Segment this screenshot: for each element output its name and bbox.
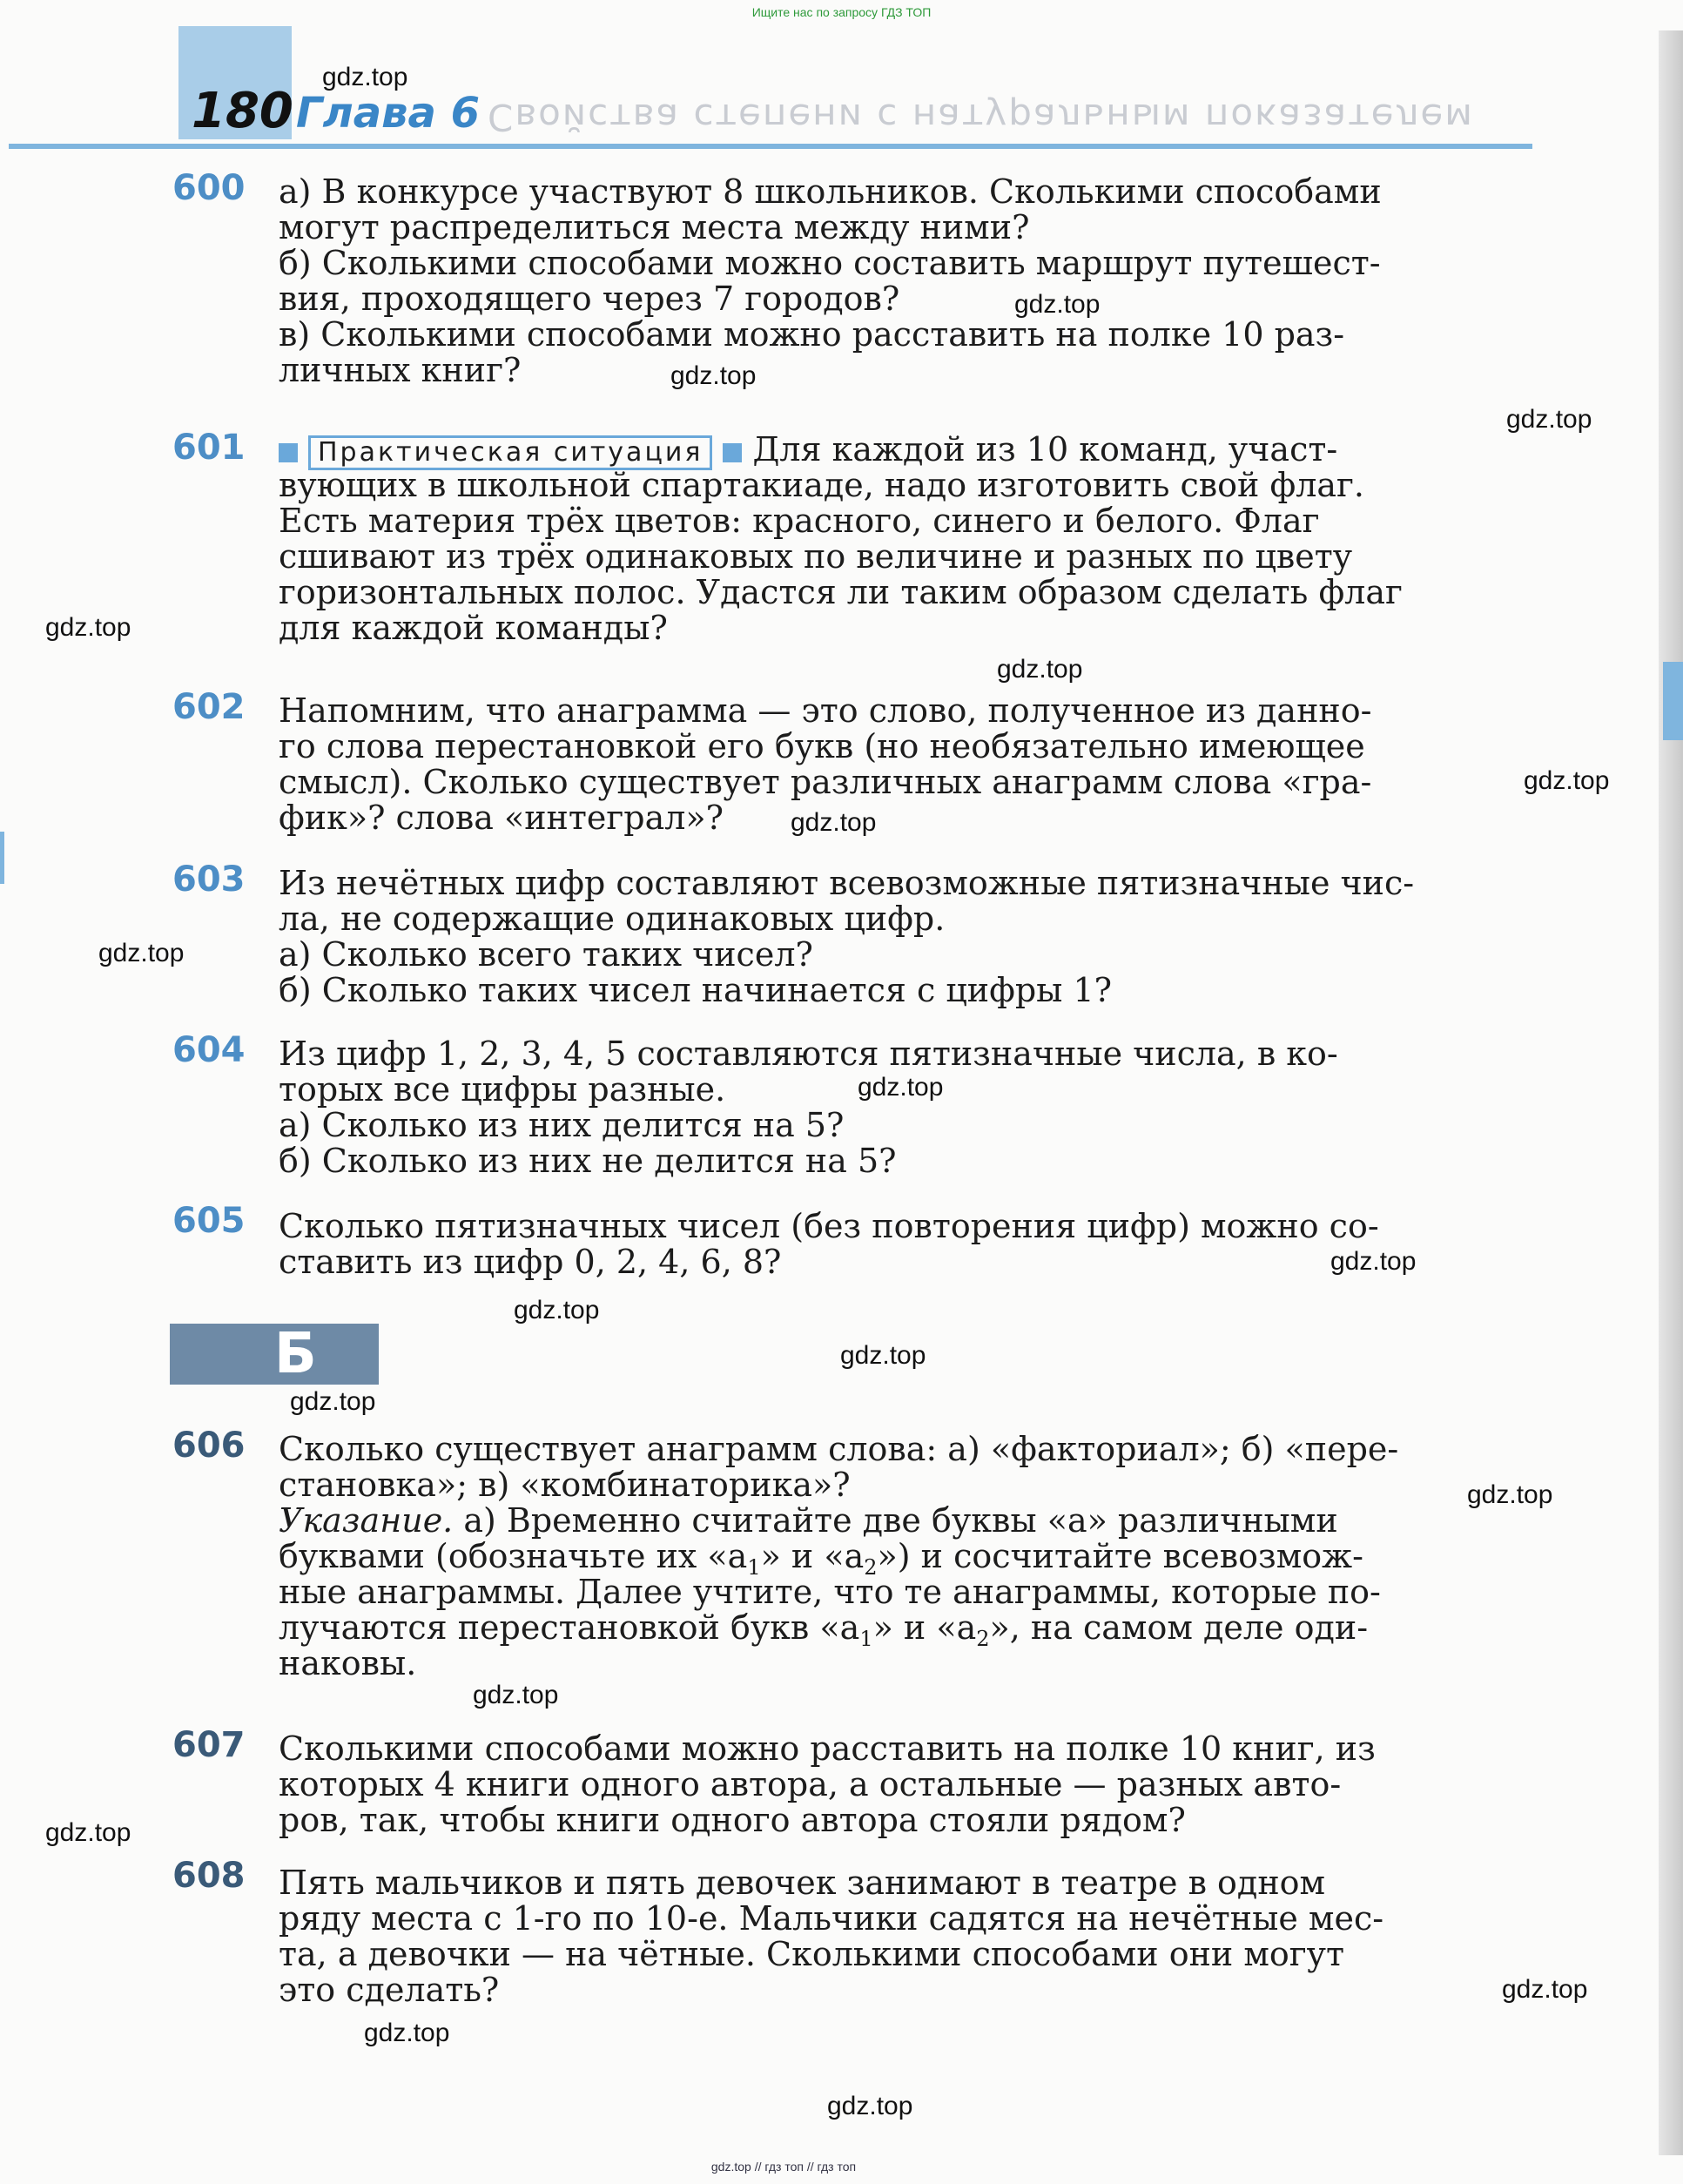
problem-604 — [279, 1036, 1532, 1179]
problem-608 — [279, 1865, 1532, 2008]
text-line: та, а девочки — на чётные. Сколькими способами они могут — [279, 1935, 1345, 1973]
text-line: смысл). Сколько существует различных анаграмм слова «гра- — [279, 763, 1372, 801]
text-line: могут распределиться места между ними? — [279, 208, 1030, 246]
text-line: Пять мальчиков и пять девочек занимают в театре в одном — [279, 1864, 1326, 1902]
watermark: gdz.top — [791, 808, 877, 837]
text-line — [279, 1608, 1532, 1651]
hint-label: Указание. — [279, 1501, 454, 1540]
watermark: gdz.top — [997, 655, 1083, 684]
chapter-title: Глава 6 — [296, 89, 481, 138]
text-line: Есть материя трёх цветов: красного, синего и белого. Флаг — [279, 502, 1320, 540]
text-fragment: ») и сосчитайте всевозмож- — [877, 1537, 1363, 1575]
text-fragment: » и «а — [760, 1537, 865, 1575]
left-edge-mark — [0, 832, 4, 884]
watermark: gdz.top — [322, 63, 408, 91]
watermark: gdz.top — [1524, 766, 1610, 795]
text-line: го слова перестановкой его букв (но необязательно имеющее — [279, 727, 1365, 765]
square-marker-icon — [723, 443, 742, 462]
problem-number: 603 — [172, 859, 246, 900]
watermark: gdz.top — [290, 1387, 376, 1416]
text-line: наковы. — [279, 1644, 417, 1682]
text-fragment: » и «а — [872, 1608, 977, 1647]
text-line: в) Сколькими способами можно расставить на полке 10 раз- — [279, 315, 1345, 354]
watermark: gdz.top — [1502, 1975, 1588, 2004]
problem-number: 602 — [172, 687, 246, 727]
text-line — [279, 1537, 1532, 1580]
problem-number: 605 — [172, 1201, 246, 1241]
text-line: Сколько пятизначных чисел (без повторения цифр) можно со- — [279, 1207, 1379, 1245]
watermark: gdz.top — [514, 1296, 600, 1325]
subscript: 2 — [976, 1627, 990, 1651]
text-line: б) Сколько из них не делится на 5? — [279, 1142, 897, 1180]
text-line: ла, не содержащие одинаковых цифр. — [279, 900, 946, 938]
text-line: ные анаграммы. Далее учтите, что те анаграммы, которые по- — [279, 1573, 1381, 1611]
watermark: gdz.top — [45, 613, 131, 642]
text-line: которых 4 книги одного автора, а остальные — разных авто- — [279, 1765, 1342, 1803]
watermark: gdz.top — [1506, 405, 1592, 434]
problem-number: 601 — [172, 428, 246, 468]
text-fragment: », на самом деле оди- — [989, 1608, 1369, 1647]
watermark: gdz.top — [1467, 1480, 1553, 1509]
text-line: ставить из цифр 0, 2, 4, 6, 8? — [279, 1243, 782, 1281]
problem-603 — [279, 866, 1532, 1008]
text-fragment: Для каждой из 10 команд, участ- — [752, 430, 1338, 468]
text-line: вующих в школьной спартакиаде, надо изготовить свой флаг. — [279, 466, 1364, 504]
text-line: торых все цифры разные. — [279, 1070, 726, 1109]
text-line: фик»? слова «интеграл»? — [279, 799, 724, 837]
text-line: а) Сколько из них делится на 5? — [279, 1106, 845, 1144]
text-line: Из цифр 1, 2, 3, 4, 5 составляются пятизначные числа, в ко- — [279, 1035, 1338, 1073]
text-line: становка»; в) «комбинаторика»? — [279, 1466, 851, 1504]
top-note: Ищите нас по запросу ГДЗ ТОП — [751, 5, 932, 19]
watermark: gdz.top — [827, 2092, 913, 2120]
problem-number: 607 — [172, 1725, 246, 1765]
watermark: gdz.top — [1330, 1247, 1417, 1276]
square-marker-icon — [279, 443, 298, 462]
text-line: это сделать? — [279, 1971, 500, 2009]
text-line: ряду места с 1-го по 10-е. Мальчики садятся на нечётные мес- — [279, 1899, 1384, 1938]
text-line — [279, 1503, 1532, 1539]
text-line: б) Сколькими способами можно составить маршрут путешест- — [279, 244, 1381, 282]
difficulty-level-letter: Б — [274, 1322, 317, 1386]
problem-602 — [279, 693, 1532, 836]
bottom-note: gdz.top // гдз топ // гдз топ — [710, 2160, 857, 2174]
ghost-running-title: Свойства степени с натуральным показателем — [488, 96, 1474, 138]
watermark: gdz.top — [858, 1073, 944, 1102]
text-line: для каждой команды? — [279, 609, 668, 647]
problem-601 — [279, 432, 1532, 646]
text-line: Из нечётных цифр составляют всевозможные пятизначные чис- — [279, 864, 1415, 902]
problem-number: 604 — [172, 1030, 246, 1070]
text-line: Напомним, что анаграмма — это слово, полученное из данно- — [279, 691, 1372, 730]
watermark: gdz.top — [473, 1681, 559, 1709]
text-line — [279, 432, 1532, 468]
problem-number: 600 — [172, 168, 246, 208]
watermark: gdz.top — [98, 939, 185, 967]
text-fragment: а) Временно считайте две буквы «а» различными — [463, 1501, 1338, 1540]
problem-606 — [279, 1432, 1532, 1682]
text-line: а) В конкурсе участвуют 8 школьников. Сколькими способами — [279, 172, 1382, 211]
page-number: 180 — [192, 83, 293, 139]
watermark: gdz.top — [364, 2019, 450, 2047]
text-fragment: буквами (обозначьте их «а — [279, 1537, 748, 1575]
problem-607 — [279, 1731, 1532, 1838]
subscript: 2 — [864, 1555, 878, 1580]
text-line: Сколько существует анаграмм слова: а) «факториал»; б) «пере- — [279, 1430, 1399, 1468]
text-line: а) Сколько всего таких чисел? — [279, 935, 813, 974]
text-line: вия, проходящего через 7 городов? — [279, 280, 900, 318]
watermark: gdz.top — [45, 1818, 131, 1847]
watermark: gdz.top — [840, 1341, 926, 1370]
problem-600 — [279, 174, 1532, 388]
problem-number: 608 — [172, 1856, 246, 1896]
difficulty-level-badge — [170, 1324, 379, 1385]
text-line: ров, так, чтобы книги одного автора стояли рядом? — [279, 1801, 1186, 1839]
text-line: сшивают из трёх одинаковых по величине и разных по цвету — [279, 537, 1353, 576]
edge-tab — [1663, 662, 1683, 740]
problem-number: 606 — [172, 1426, 246, 1466]
watermark: gdz.top — [1014, 290, 1101, 319]
watermark: gdz.top — [670, 361, 757, 390]
text-line: б) Сколько таких чисел начинается с цифры 1? — [279, 971, 1113, 1009]
page-edge — [1659, 30, 1683, 2155]
practical-situation-label: Практическая ситуация — [308, 435, 712, 470]
text-line: Сколькими способами можно расставить на полке 10 книг, из — [279, 1729, 1376, 1768]
text-fragment: лучаются перестановкой букв «а — [279, 1608, 860, 1647]
text-line: личных книг? — [279, 351, 522, 389]
text-line: горизонтальных полос. Удастся ли таким образом сделать флаг — [279, 573, 1403, 611]
subscript: 1 — [747, 1555, 761, 1580]
subscript: 1 — [859, 1627, 873, 1651]
header-rule — [9, 144, 1532, 149]
